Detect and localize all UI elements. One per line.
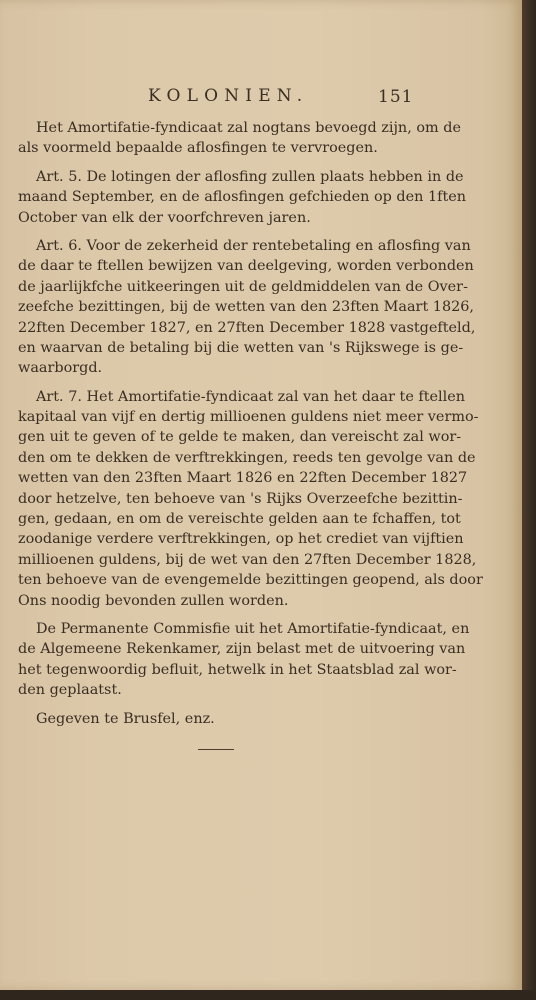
text-line: den geplaatst.	[18, 682, 122, 699]
text-line: de daar te ftellen bewijzen van deelgeving, worden verbonden	[18, 258, 474, 275]
text-line: millioenen guldens, bij de wet van den 27ften December 1828,	[18, 551, 477, 568]
text-line: de jaarlijkfche uitkeeringen uit de geldmiddelen van de Over-	[18, 278, 468, 295]
text-line: wetten van den 23ften Maart 1826 en 22ften December 1827	[18, 470, 468, 487]
text-line: het tegenwoordig befluit, hetwelk in het Staatsblad zal wor-	[18, 661, 457, 678]
paragraph	[18, 709, 416, 729]
running-title: KOLONIEN.	[148, 86, 309, 106]
closing-rule	[198, 749, 234, 750]
text-line: zoodanige verdere verftrekkingen, op het crediet van vijftien	[18, 531, 464, 548]
text-line: De Permanente Commisfie uit het Amortifatie-fyndicaat, en	[36, 620, 470, 637]
text-line: Art. 7. Het Amortifatie-fyndicaat zal van het daar te ftellen	[36, 388, 466, 405]
page-bottom-edge	[0, 990, 536, 1000]
text-line: Art. 6. Voor de zekerheid der rentebetaling en aflosfing van	[36, 237, 471, 254]
text-line: Het Amortifatie-fyndicaat zal nogtans bevoegd zijn, om de	[36, 120, 461, 136]
paragraph	[18, 118, 461, 159]
text-line: 22ften December 1827, en 27ften December 1828 vastgefteld,	[18, 319, 476, 336]
text-line: zeefche bezittingen, bij de wetten van den 23ften Maart 1826,	[18, 299, 474, 316]
text-line: kapitaal van vijf en dertig millioenen guldens niet meer vermo-	[18, 409, 479, 426]
text-line: en waarvan de betaling bij die wetten van 's Rijkswege is ge-	[18, 339, 464, 356]
text-line: maand September, en de aflosfingen gefchieden op den 1ften	[18, 189, 467, 206]
running-head	[0, 86, 522, 110]
text-line: waarborgd.	[18, 360, 103, 377]
text-line: door hetzelve, ten behoeve van 's Rijks Overzeefche bezittin-	[18, 490, 463, 507]
page-edge	[522, 0, 536, 1000]
text-line: de Algemeene Rekenkamer, zijn belast met de uitvoering van	[18, 641, 466, 658]
text-line: Gegeven te Brusfel, enz.	[36, 710, 215, 727]
text-line: gen uit te geven of te gelde te maken, dan vereischt zal wor-	[18, 429, 462, 446]
text-line: den om te dekken de verftrekkingen, reeds ten gevolge van de	[18, 449, 476, 466]
text-line: ten behoeve van de evengemelde bezittingen geopend, als door	[18, 572, 483, 589]
paragraph	[18, 387, 483, 611]
text-line: als voormeld bepaalde aflosfingen te vervroegen.	[18, 140, 378, 157]
body-text	[18, 118, 483, 729]
text-line: Art. 5. De lotingen der aflosfing zullen plaats hebben in de	[36, 168, 464, 185]
text-line: October van elk der voorfchreven jaren.	[18, 209, 311, 226]
page-number: 151	[378, 87, 414, 107]
text-line: Ons noodig bevonden zullen worden.	[18, 592, 289, 609]
paragraph	[18, 236, 476, 379]
paragraph	[18, 167, 467, 228]
paragraph	[18, 619, 470, 701]
text-line: gen, gedaan, en om de vereischte gelden aan te fchaffen, tot	[18, 511, 461, 528]
